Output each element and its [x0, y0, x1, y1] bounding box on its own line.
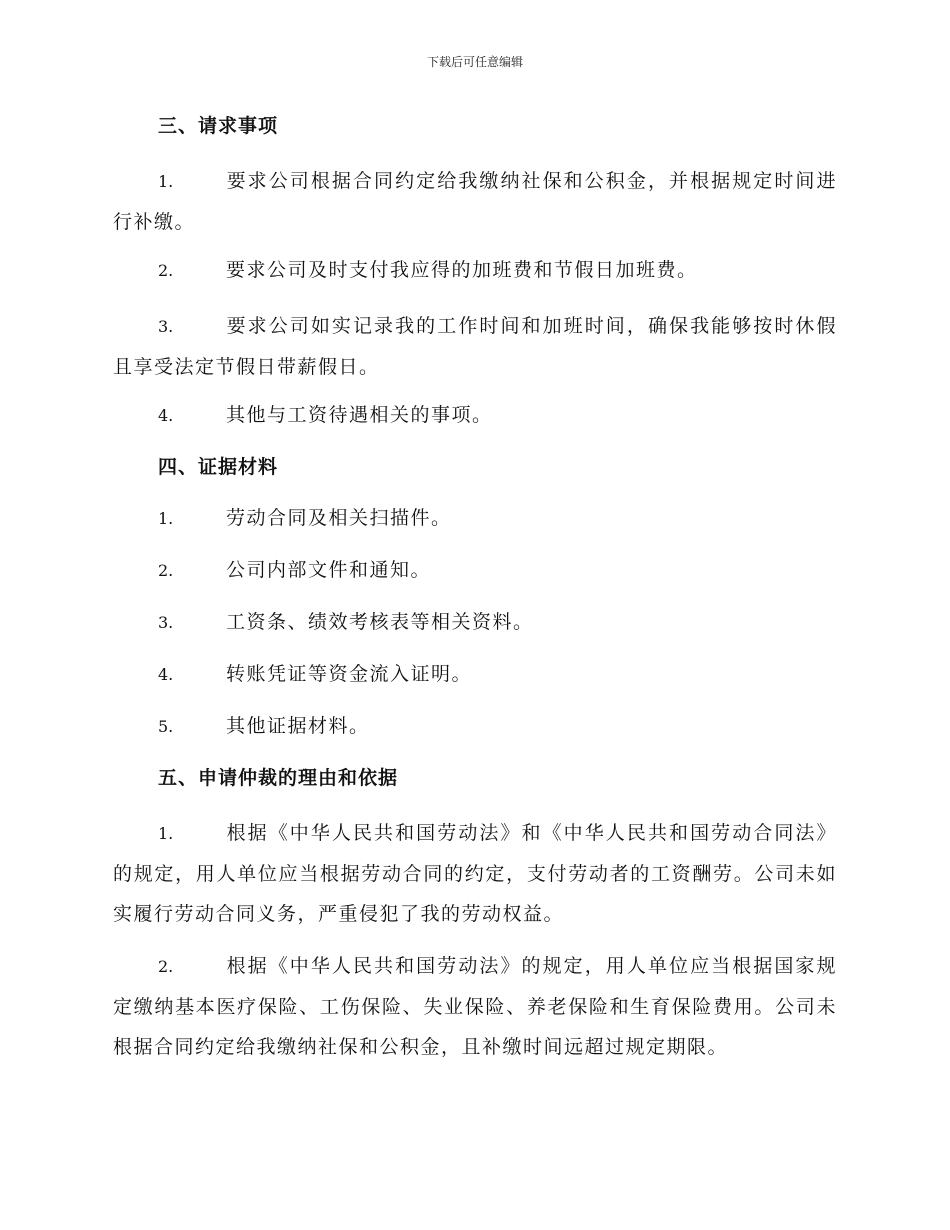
item-text: 公司内部文件和通知。: [226, 559, 432, 581]
item-text: 工资条、绩效考核表等相关资料。: [226, 611, 534, 633]
item-text: 要求公司根据合同约定给我缴纳社保和公积金，并根据规定时间进行补缴。: [113, 170, 837, 233]
section-requests: [113, 110, 837, 432]
item-text: 要求公司及时支付我应得的加班费和节假日加班费。: [226, 259, 698, 281]
list-item: [113, 254, 837, 287]
item-text: 其他证据材料。: [226, 715, 370, 737]
list-item: [113, 710, 837, 743]
item-number: 2.: [158, 261, 174, 280]
list-item: [113, 658, 837, 691]
item-text: 其他与工资待遇相关的事项。: [226, 404, 493, 426]
item-number: 3.: [158, 317, 174, 336]
section-evidence: [113, 451, 837, 743]
page-header: 下载后可任意编辑: [426, 55, 523, 69]
item-number: 1.: [158, 509, 174, 528]
item-number: 4.: [158, 406, 174, 425]
item-text: 根据《中华人民共和国劳动法》的规定，用人单位应当根据国家规定缴纳基本医疗保险、工伤保险、失业保险、养老保险和生育保险费用。公司未根据合同约定给我缴纳社保和公积金，且补缴时间远超过规定期限。: [113, 955, 837, 1058]
item-text: 根据《中华人民共和国劳动法》和《中华人民共和国劳动合同法》的规定，用人单位应当根据劳动合同的约定，支付劳动者的工资酬劳。公司未如实履行劳动合同义务，严重侵犯了我的劳动权益。: [113, 822, 837, 925]
item-number: 2.: [158, 561, 174, 580]
list-item: [113, 161, 837, 242]
section-grounds: [113, 762, 837, 1067]
item-number: 5.: [158, 717, 174, 736]
list-item: [113, 554, 837, 587]
item-text: 要求公司如实记录我的工作时间和加班时间，确保我能够按时休假且享受法定节假日带薪假日。: [113, 315, 837, 378]
list-item: [113, 606, 837, 639]
item-number: 1.: [158, 824, 174, 843]
item-number: 2.: [158, 957, 174, 976]
list-item: [113, 306, 837, 387]
item-text: 转账凭证等资金流入证明。: [226, 663, 473, 685]
document-body: [113, 110, 837, 1079]
list-item: [113, 399, 837, 432]
section-title: 五、申请仲裁的理由和依据: [158, 767, 399, 789]
section-title: 三、请求事项: [158, 115, 279, 137]
list-item: [113, 813, 837, 934]
item-number: 1.: [158, 172, 174, 191]
list-item: [113, 502, 837, 535]
item-text: 劳动合同及相关扫描件。: [226, 507, 452, 529]
item-number: 3.: [158, 613, 174, 632]
item-number: 4.: [158, 665, 174, 684]
section-title: 四、证据材料: [158, 456, 279, 478]
list-item: [113, 946, 837, 1067]
